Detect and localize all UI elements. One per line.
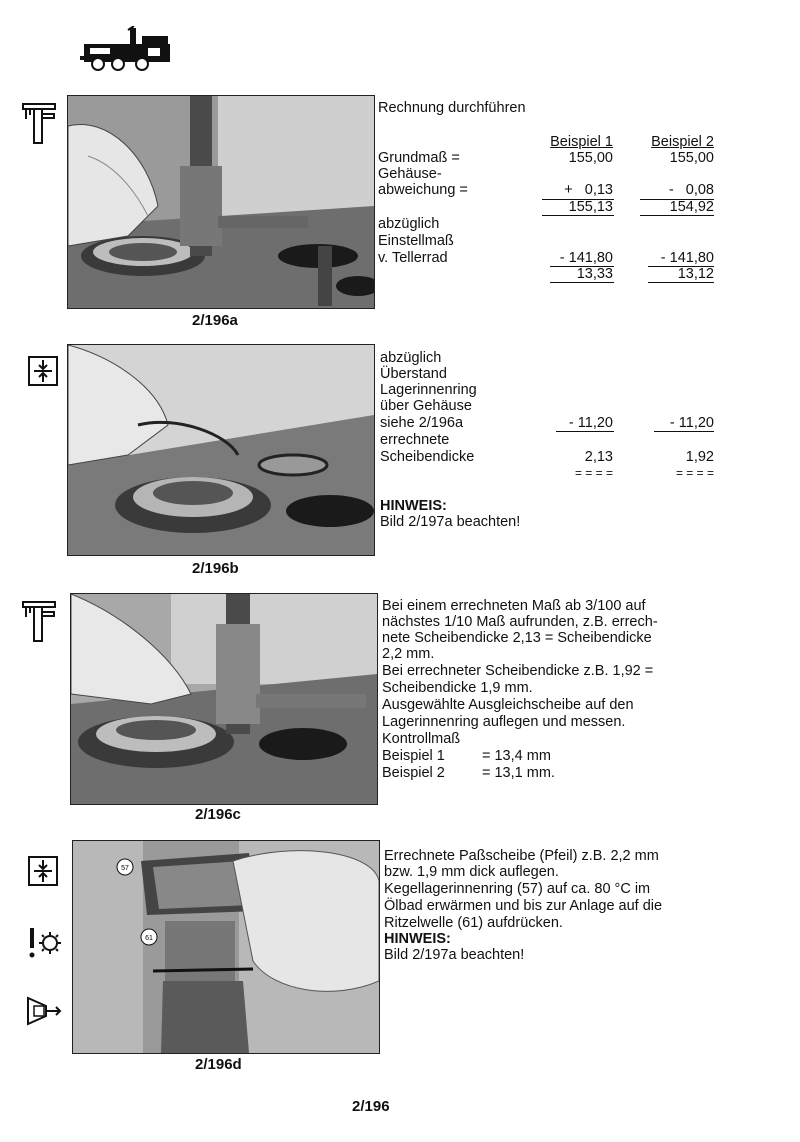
sum-rule [556,431,614,432]
ueberstand-2: - 11,20 [669,415,714,431]
label-gehaeuse-2: abweichung = [378,182,468,198]
text-line: Kontrollmaß [382,731,461,747]
text-line: Ölbad erwärmen und bis zur Anlage auf die [384,898,663,914]
measure-gap-icon [28,356,58,386]
example-1-value: = 13,4 mm [482,748,551,764]
text-line: siehe 2/196a [380,415,464,431]
locomotive-logo-icon [80,26,174,72]
einstellmass-2: - 141,80 [660,250,714,266]
col1-header: Beispiel 1 [550,134,613,150]
callout-61: 61 [145,935,153,942]
text-line: abzüglich [380,350,442,366]
note-title: HINWEIS: [384,931,451,947]
label-gehaeuse-1: Gehäuse- [378,166,442,182]
text-line: Bei einem errechneten Maß ab 3/100 auf [382,598,646,614]
grundmass-1: 155,00 [568,150,613,166]
callout-57: 57 [121,865,129,872]
label-tellerrad: v. Tellerrad [378,250,448,266]
press-fit-icon [26,996,64,1026]
text-line: Scheibendicke 1,9 mm. [382,680,533,696]
underline-rule [648,282,714,283]
depth-gauge-icon [22,600,56,642]
figure-caption: 2/196c [195,806,241,823]
note-title: HINWEIS: [380,498,447,514]
col2-header: Beispiel 2 [651,134,714,150]
figure-2-196d-photo [72,840,380,1054]
text-line: Ausgewählte Ausgleichscheibe auf den [382,697,634,713]
text-line: Scheibendicke [380,449,475,465]
label-abzueglich: abzüglich [378,216,440,232]
heat-warning-icon [26,926,62,960]
text-line: nächstes 1/10 Maß aufrunden, z.B. errech- [382,614,658,630]
text-line: Ritzelwelle (61) aufdrücken. [384,915,563,931]
note-text: Bild 2/197a beachten! [384,947,525,963]
sum1-2: 154,92 [669,199,714,215]
text-line: Überstand [380,366,447,382]
note-text: Bild 2/197a beachten! [380,514,521,530]
text-line: Errechnete Paßscheibe (Pfeil) z.B. 2,2 mm [384,848,659,864]
example-1-label: Beispiel 1 [382,748,445,764]
measure-gap-icon [28,856,58,886]
section-title: Rechnung durchführen [378,100,526,116]
page-number: 2/196 [352,1098,390,1115]
scheibendicke-2: 1,92 [685,449,714,465]
einstellmass-1: - 141,80 [559,250,613,266]
depth-gauge-icon [22,102,56,144]
text-line: bzw. 1,9 mm dick auflegen. [384,864,559,880]
figure-2-196b-photo [67,344,375,556]
figure-2-196c-photo [70,593,378,805]
ueberstand-1: - 11,20 [568,415,613,431]
text-line: 2,2 mm. [382,646,435,662]
sum-rule [654,431,714,432]
figure-caption: 2/196b [192,560,239,577]
figure-caption: 2/196d [195,1056,242,1073]
text-line: über Gehäuse [380,398,472,414]
figure-2-196a-photo [67,95,375,309]
text-line: Lagerinnenring [380,382,477,398]
sum2-1: 13,33 [576,266,613,282]
double-rule: = = = = [574,466,613,480]
underline-rule [542,215,614,216]
abweichung-1: + 0,13 [564,182,613,198]
label-grundmass: Grundmaß = [378,150,460,166]
underline-rule [640,215,714,216]
scheibendicke-1: 2,13 [584,449,613,465]
grundmass-2: 155,00 [669,150,714,166]
text-line: nete Scheibendicke 2,13 = Scheibendicke [382,630,652,646]
text-line: Kegellagerinnenring (57) auf ca. 80 °C im [384,881,651,897]
abweichung-2: - 0,08 [668,182,714,198]
label-einstellmass: Einstellmaß [378,233,454,249]
example-2-label: Beispiel 2 [382,765,445,781]
example-2-value: = 13,1 mm. [482,765,555,781]
text-line: errechnete [380,432,450,448]
text-line: Lagerinnenring auflegen und messen. [382,714,626,730]
double-rule: = = = = [675,466,714,480]
figure-caption: 2/196a [192,312,238,329]
underline-rule [550,282,614,283]
text-line: Bei errechneter Scheibendicke z.B. 1,92 = [382,663,654,679]
sum1-1: 155,13 [568,199,613,215]
sum2-2: 13,12 [677,266,714,282]
